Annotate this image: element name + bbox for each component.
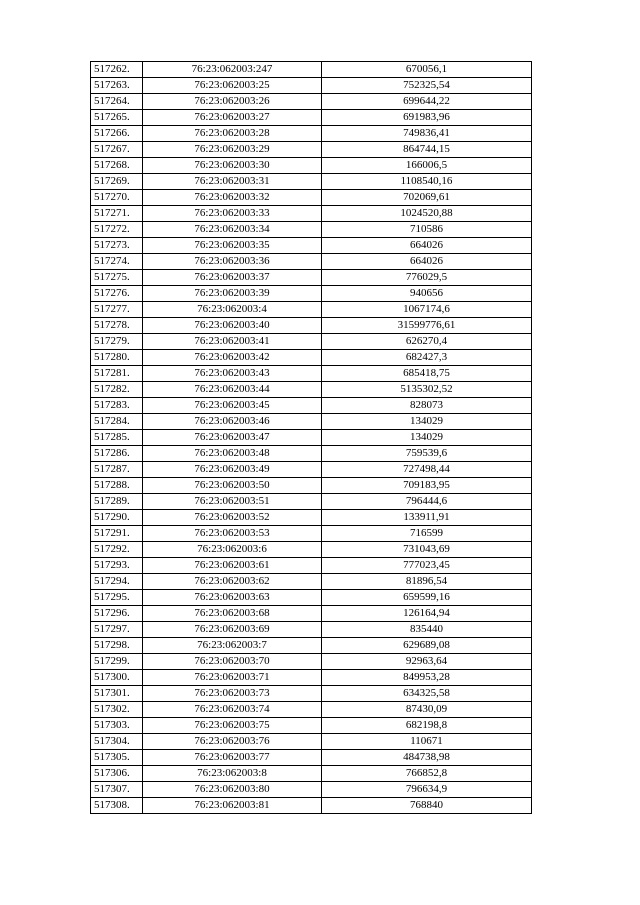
table-row <box>91 734 532 750</box>
row-number-cell: 517304. <box>91 734 143 750</box>
table-row <box>91 270 532 286</box>
table-row <box>91 654 532 670</box>
row-number-cell: 517306. <box>91 766 143 782</box>
cadastral-number-cell: 76:23:062003:68 <box>143 606 322 622</box>
cadastral-number-cell: 76:23:062003:37 <box>143 270 322 286</box>
table-row <box>91 526 532 542</box>
row-number-cell: 517287. <box>91 462 143 478</box>
table-row <box>91 606 532 622</box>
row-number-cell: 517294. <box>91 574 143 590</box>
row-number-cell: 517299. <box>91 654 143 670</box>
table-row <box>91 766 532 782</box>
row-number-cell: 517295. <box>91 590 143 606</box>
cadastral-value-cell: 709183,95 <box>322 478 532 494</box>
cadastral-number-cell: 76:23:062003:36 <box>143 254 322 270</box>
cadastral-number-cell: 76:23:062003:44 <box>143 382 322 398</box>
table-row <box>91 702 532 718</box>
cadastral-value-cell: 682427,3 <box>322 350 532 366</box>
table-row <box>91 446 532 462</box>
table-row <box>91 238 532 254</box>
cadastral-value-cell: 702069,61 <box>322 190 532 206</box>
cadastral-value-cell: 81896,54 <box>322 574 532 590</box>
table-row <box>91 382 532 398</box>
cadastral-value-cell: 776029,5 <box>322 270 532 286</box>
row-number-cell: 517291. <box>91 526 143 542</box>
row-number-cell: 517286. <box>91 446 143 462</box>
cadastral-number-cell: 76:23:062003:41 <box>143 334 322 350</box>
cadastral-number-cell: 76:23:062003:32 <box>143 190 322 206</box>
cadastral-number-cell: 76:23:062003:45 <box>143 398 322 414</box>
row-number-cell: 517300. <box>91 670 143 686</box>
row-number-cell: 517301. <box>91 686 143 702</box>
cadastral-number-cell: 76:23:062003:80 <box>143 782 322 798</box>
row-number-cell: 517303. <box>91 718 143 734</box>
cadastral-value-table <box>90 61 532 814</box>
cadastral-value-cell: 685418,75 <box>322 366 532 382</box>
cadastral-value-cell: 777023,45 <box>322 558 532 574</box>
cadastral-number-cell: 76:23:062003:71 <box>143 670 322 686</box>
cadastral-number-cell: 76:23:062003:25 <box>143 78 322 94</box>
table-row <box>91 798 532 814</box>
row-number-cell: 517282. <box>91 382 143 398</box>
cadastral-number-cell: 76:23:062003:47 <box>143 430 322 446</box>
table-row <box>91 206 532 222</box>
row-number-cell: 517269. <box>91 174 143 190</box>
table-row <box>91 398 532 414</box>
cadastral-value-cell: 5135302,52 <box>322 382 532 398</box>
table-row <box>91 302 532 318</box>
cadastral-value-cell: 110671 <box>322 734 532 750</box>
table-row <box>91 750 532 766</box>
table-row <box>91 414 532 430</box>
cadastral-number-cell: 76:23:062003:43 <box>143 366 322 382</box>
row-number-cell: 517293. <box>91 558 143 574</box>
cadastral-number-cell: 76:23:062003:50 <box>143 478 322 494</box>
cadastral-number-cell: 76:23:062003:35 <box>143 238 322 254</box>
cadastral-value-cell: 710586 <box>322 222 532 238</box>
cadastral-number-cell: 76:23:062003:76 <box>143 734 322 750</box>
cadastral-number-cell: 76:23:062003:247 <box>143 62 322 78</box>
cadastral-number-cell: 76:23:062003:30 <box>143 158 322 174</box>
cadastral-value-cell: 664026 <box>322 254 532 270</box>
cadastral-number-cell: 76:23:062003:69 <box>143 622 322 638</box>
cadastral-value-cell: 134029 <box>322 414 532 430</box>
row-number-cell: 517264. <box>91 94 143 110</box>
table-row <box>91 126 532 142</box>
table-row <box>91 782 532 798</box>
table-row <box>91 334 532 350</box>
table-row <box>91 350 532 366</box>
cadastral-number-cell: 76:23:062003:51 <box>143 494 322 510</box>
cadastral-value-cell: 31599776,61 <box>322 318 532 334</box>
cadastral-value-cell: 629689,08 <box>322 638 532 654</box>
table-row <box>91 94 532 110</box>
table-row <box>91 366 532 382</box>
cadastral-value-cell: 849953,28 <box>322 670 532 686</box>
row-number-cell: 517297. <box>91 622 143 638</box>
cadastral-number-cell: 76:23:062003:46 <box>143 414 322 430</box>
row-number-cell: 517274. <box>91 254 143 270</box>
cadastral-value-cell: 126164,94 <box>322 606 532 622</box>
cadastral-number-cell: 76:23:062003:81 <box>143 798 322 814</box>
table-row <box>91 174 532 190</box>
table-row <box>91 670 532 686</box>
table-row <box>91 222 532 238</box>
cadastral-value-cell: 716599 <box>322 526 532 542</box>
row-number-cell: 517265. <box>91 110 143 126</box>
cadastral-number-cell: 76:23:062003:7 <box>143 638 322 654</box>
cadastral-number-cell: 76:23:062003:33 <box>143 206 322 222</box>
cadastral-value-cell: 796444,6 <box>322 494 532 510</box>
table-row <box>91 718 532 734</box>
row-number-cell: 517276. <box>91 286 143 302</box>
cadastral-value-cell: 828073 <box>322 398 532 414</box>
table-row <box>91 254 532 270</box>
table-row <box>91 158 532 174</box>
cadastral-number-cell: 76:23:062003:29 <box>143 142 322 158</box>
cadastral-value-cell: 166006,5 <box>322 158 532 174</box>
table-row <box>91 574 532 590</box>
row-number-cell: 517262. <box>91 62 143 78</box>
cadastral-number-cell: 76:23:062003:73 <box>143 686 322 702</box>
row-number-cell: 517270. <box>91 190 143 206</box>
table-row <box>91 62 532 78</box>
table-row <box>91 638 532 654</box>
row-number-cell: 517277. <box>91 302 143 318</box>
table-row <box>91 686 532 702</box>
table-row <box>91 542 532 558</box>
row-number-cell: 517278. <box>91 318 143 334</box>
cadastral-number-cell: 76:23:062003:53 <box>143 526 322 542</box>
cadastral-number-cell: 76:23:062003:74 <box>143 702 322 718</box>
row-number-cell: 517272. <box>91 222 143 238</box>
cadastral-number-cell: 76:23:062003:4 <box>143 302 322 318</box>
cadastral-value-cell: 670056,1 <box>322 62 532 78</box>
table-row <box>91 510 532 526</box>
cadastral-value-cell: 749836,41 <box>322 126 532 142</box>
cadastral-value-cell: 940656 <box>322 286 532 302</box>
cadastral-value-cell: 664026 <box>322 238 532 254</box>
cadastral-number-cell: 76:23:062003:49 <box>143 462 322 478</box>
row-number-cell: 517308. <box>91 798 143 814</box>
row-number-cell: 517302. <box>91 702 143 718</box>
cadastral-value-cell: 752325,54 <box>322 78 532 94</box>
cadastral-value-cell: 691983,96 <box>322 110 532 126</box>
cadastral-number-cell: 76:23:062003:77 <box>143 750 322 766</box>
cadastral-value-cell: 87430,09 <box>322 702 532 718</box>
cadastral-number-cell: 76:23:062003:27 <box>143 110 322 126</box>
cadastral-value-cell: 134029 <box>322 430 532 446</box>
row-number-cell: 517307. <box>91 782 143 798</box>
cadastral-number-cell: 76:23:062003:75 <box>143 718 322 734</box>
table-row <box>91 78 532 94</box>
cadastral-number-cell: 76:23:062003:63 <box>143 590 322 606</box>
cadastral-number-cell: 76:23:062003:8 <box>143 766 322 782</box>
cadastral-number-cell: 76:23:062003:62 <box>143 574 322 590</box>
cadastral-number-cell: 76:23:062003:31 <box>143 174 322 190</box>
row-number-cell: 517267. <box>91 142 143 158</box>
row-number-cell: 517288. <box>91 478 143 494</box>
table-row <box>91 142 532 158</box>
row-number-cell: 517281. <box>91 366 143 382</box>
row-number-cell: 517296. <box>91 606 143 622</box>
row-number-cell: 517305. <box>91 750 143 766</box>
cadastral-value-cell: 92963,64 <box>322 654 532 670</box>
table-row <box>91 430 532 446</box>
cadastral-value-cell: 768840 <box>322 798 532 814</box>
cadastral-number-cell: 76:23:062003:34 <box>143 222 322 238</box>
row-number-cell: 517280. <box>91 350 143 366</box>
cadastral-number-cell: 76:23:062003:39 <box>143 286 322 302</box>
table-row <box>91 494 532 510</box>
cadastral-value-cell: 1108540,16 <box>322 174 532 190</box>
cadastral-value-cell: 699644,22 <box>322 94 532 110</box>
cadastral-number-cell: 76:23:062003:70 <box>143 654 322 670</box>
cadastral-number-cell: 76:23:062003:26 <box>143 94 322 110</box>
cadastral-value-cell: 484738,98 <box>322 750 532 766</box>
row-number-cell: 517285. <box>91 430 143 446</box>
row-number-cell: 517290. <box>91 510 143 526</box>
cadastral-number-cell: 76:23:062003:6 <box>143 542 322 558</box>
row-number-cell: 517298. <box>91 638 143 654</box>
row-number-cell: 517271. <box>91 206 143 222</box>
table-row <box>91 110 532 126</box>
row-number-cell: 517273. <box>91 238 143 254</box>
cadastral-value-cell: 626270,4 <box>322 334 532 350</box>
row-number-cell: 517292. <box>91 542 143 558</box>
row-number-cell: 517289. <box>91 494 143 510</box>
cadastral-value-cell: 727498,44 <box>322 462 532 478</box>
table-row <box>91 318 532 334</box>
cadastral-value-cell: 1067174,6 <box>322 302 532 318</box>
cadastral-value-cell: 864744,15 <box>322 142 532 158</box>
table-row <box>91 462 532 478</box>
row-number-cell: 517275. <box>91 270 143 286</box>
cadastral-number-cell: 76:23:062003:48 <box>143 446 322 462</box>
table-row <box>91 558 532 574</box>
table-body <box>91 62 532 814</box>
table-row <box>91 622 532 638</box>
cadastral-value-cell: 1024520,88 <box>322 206 532 222</box>
row-number-cell: 517283. <box>91 398 143 414</box>
cadastral-number-cell: 76:23:062003:52 <box>143 510 322 526</box>
cadastral-value-cell: 731043,69 <box>322 542 532 558</box>
cadastral-value-cell: 682198,8 <box>322 718 532 734</box>
cadastral-value-cell: 634325,58 <box>322 686 532 702</box>
cadastral-value-cell: 759539,6 <box>322 446 532 462</box>
cadastral-value-cell: 796634,9 <box>322 782 532 798</box>
cadastral-number-cell: 76:23:062003:40 <box>143 318 322 334</box>
row-number-cell: 517266. <box>91 126 143 142</box>
cadastral-value-cell: 133911,91 <box>322 510 532 526</box>
cadastral-value-cell: 835440 <box>322 622 532 638</box>
cadastral-number-cell: 76:23:062003:42 <box>143 350 322 366</box>
table-row <box>91 590 532 606</box>
row-number-cell: 517284. <box>91 414 143 430</box>
table-row <box>91 478 532 494</box>
cadastral-value-cell: 659599,16 <box>322 590 532 606</box>
row-number-cell: 517268. <box>91 158 143 174</box>
cadastral-number-cell: 76:23:062003:61 <box>143 558 322 574</box>
table-row <box>91 190 532 206</box>
row-number-cell: 517279. <box>91 334 143 350</box>
cadastral-value-cell: 766852,8 <box>322 766 532 782</box>
cadastral-number-cell: 76:23:062003:28 <box>143 126 322 142</box>
row-number-cell: 517263. <box>91 78 143 94</box>
table-row <box>91 286 532 302</box>
